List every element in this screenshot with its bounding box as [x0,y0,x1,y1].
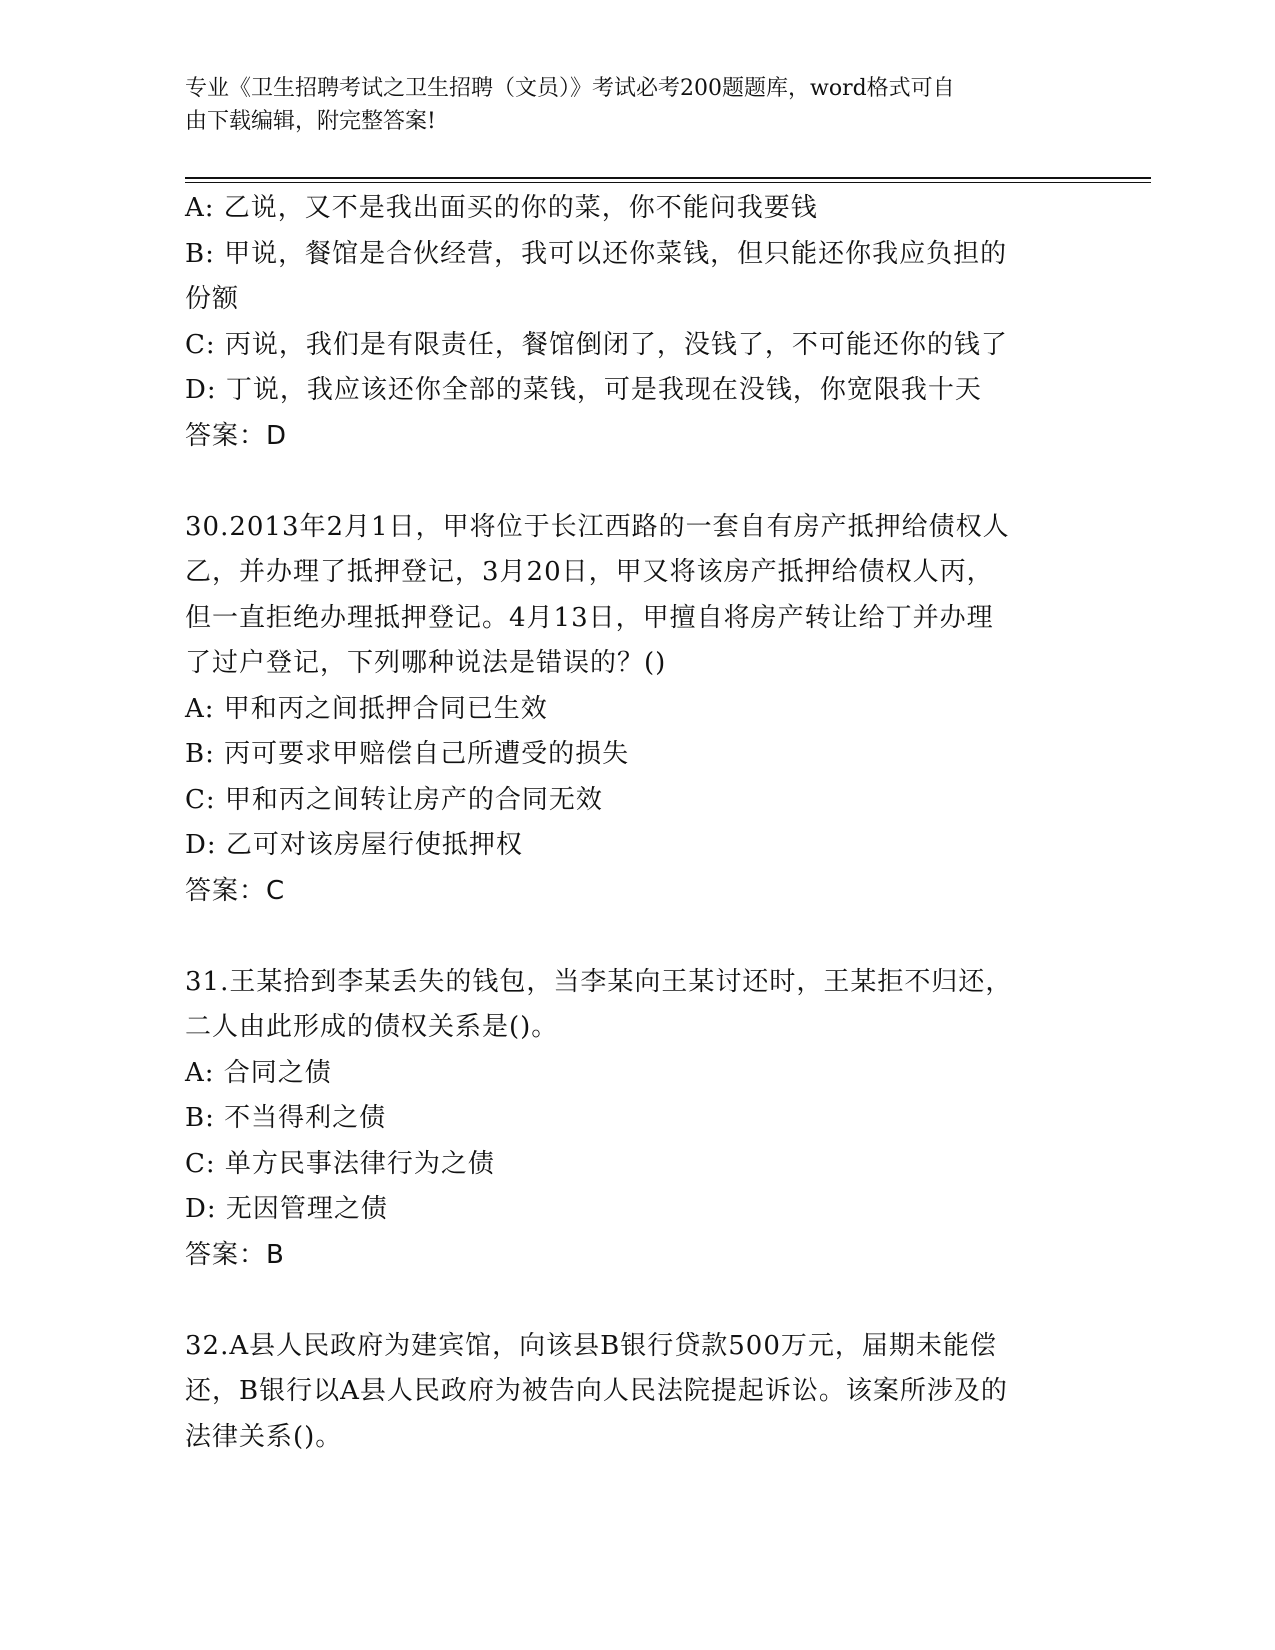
spacer [185,459,1085,505]
answer-label: 答案：D [185,420,288,451]
question-stem: 法律关系()。 [185,1421,343,1452]
question-30 [185,505,1085,915]
option-d: D: 丁说，我应该还你全部的菜钱，可是我现在没钱，你宽限我十天 [185,375,982,405]
option-a: A: 甲和丙之间抵押合同已生效 [185,693,548,724]
option-c: C: 甲和丙之间转让房产的合同无效 [185,784,603,815]
option-c: C: 丙说，我们是有限责任，餐馆倒闭了，没钱了，不可能还你的钱了 [185,329,1008,360]
option-b: B: 不当得利之债 [185,1103,387,1133]
header-line-1: 专业《卫生招聘考试之卫生招聘（文员）》考试必考200题题库，word格式可自 [185,76,955,101]
option-b: B: 丙可要求甲赔偿自己所遭受的损失 [185,739,630,769]
question-stem: 32.A县人民政府为建宾馆，向该县B银行贷款500万元，届期未能偿 [185,1330,997,1361]
option-a: A: 合同之债 [185,1057,332,1088]
option-b: B: 甲说，餐馆是合伙经营，我可以还你菜钱，但只能还你我应负担的 [185,238,1008,269]
answer-label: 答案：B [185,1239,285,1270]
question-stem: 但一直拒绝办理抵押登记。4月13日，甲擅自将房产转让给丁并办理 [185,602,994,633]
option-c: C: 单方民事法律行为之债 [185,1148,495,1179]
question-32 [185,1324,1085,1461]
option-d: D: 乙可对该房屋行使抵押权 [185,830,523,860]
question-stem: 二人由此形成的债权关系是()。 [185,1012,559,1042]
question-31 [185,960,1085,1279]
option-a: A: 乙说，又不是我出面买的你的菜，你不能问我要钱 [185,193,818,223]
spacer [185,914,1085,960]
question-stem: 31.王某拾到李某丢失的钱包，当李某向王某讨还时，王某拒不归还， [185,966,1013,997]
question-29 [185,186,1085,459]
header-rule-thick [185,177,1151,179]
header-rule-thin [185,182,1151,183]
option-b-continued: 份额 [185,284,240,314]
question-stem: 乙，并办理了抵押登记，3月20日，甲又将该房产抵押给债权人丙， [185,557,994,587]
question-stem: 30.2013年2月1日，甲将位于长江西路的一套自有房产抵押给债权人 [185,511,1010,542]
spacer [185,1278,1085,1324]
question-stem: 还，B银行以A县人民政府为被告向人民法院提起诉讼。该案所涉及的 [185,1376,1008,1406]
document-body [185,186,1085,1460]
question-stem: 了过户登记，下列哪种说法是错误的？() [185,648,667,678]
header-line-2: 由下载编辑，附完整答案! [185,109,436,134]
document-header [185,72,1065,138]
option-d: D: 无因管理之债 [185,1194,388,1224]
answer-label: 答案：C [185,875,286,906]
